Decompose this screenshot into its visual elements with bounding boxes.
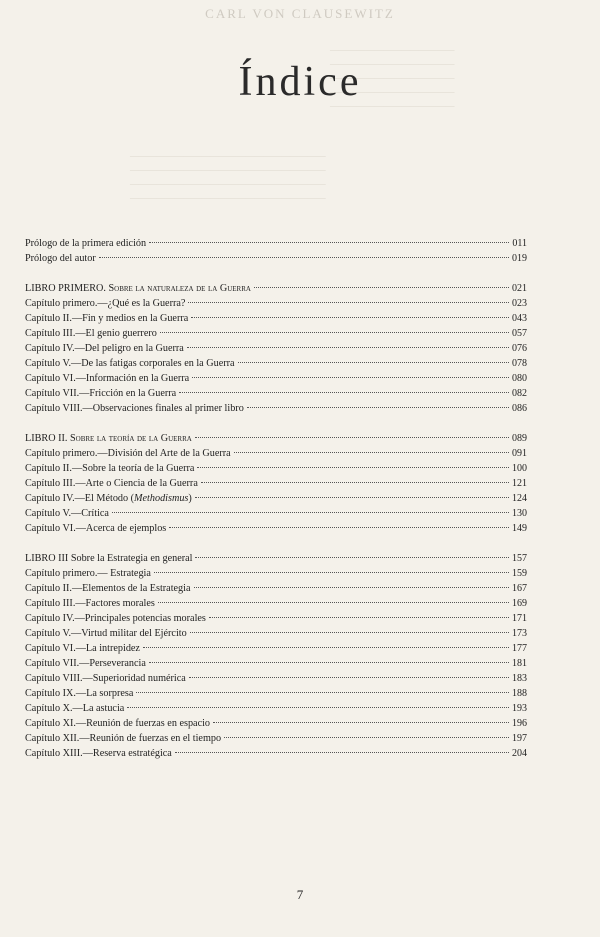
dot-leader <box>192 377 509 378</box>
dot-leader <box>143 647 509 648</box>
dot-leader <box>201 482 509 483</box>
dot-leader <box>195 557 509 558</box>
toc-entry-label: Capítulo III.—El genio guerrero <box>25 328 157 339</box>
dot-leader <box>158 602 509 603</box>
toc-entry-page: 080 <box>512 373 527 384</box>
toc-entry[interactable] <box>25 731 527 746</box>
page-title: Índice <box>238 59 362 105</box>
toc-entry-label: Capítulo X.—La astucia <box>25 703 125 714</box>
toc-entry[interactable] <box>25 446 527 461</box>
toc-entry-page: 091 <box>512 448 527 459</box>
dot-leader <box>247 407 509 408</box>
toc-entry[interactable] <box>25 251 527 266</box>
running-head: CARL VON CLAUSEWITZ <box>205 6 395 21</box>
toc-entry[interactable] <box>25 566 527 581</box>
toc-entry-page: 171 <box>512 613 527 624</box>
toc-entry-page: 082 <box>512 388 527 399</box>
toc-entry-label: Capítulo VI.—La intrepidez <box>25 643 140 654</box>
toc-entry-page: 177 <box>512 643 527 654</box>
toc-entry-page: 011 <box>512 238 527 249</box>
toc-entry-page: 078 <box>512 358 527 369</box>
toc-entry-page: 089 <box>512 433 527 444</box>
spacer <box>25 536 527 551</box>
toc-entry-page: 021 <box>512 283 527 294</box>
toc-entry-page: 086 <box>512 403 527 414</box>
spacer <box>25 266 527 281</box>
toc-entry-page: 130 <box>512 508 527 519</box>
dot-leader <box>254 287 509 288</box>
toc-entry-label: Capítulo VII.—Fricción en la Guerra <box>25 388 177 399</box>
toc-entry[interactable] <box>25 611 527 626</box>
dot-leader <box>189 677 509 678</box>
toc-entry-page: 121 <box>512 478 527 489</box>
toc-entry[interactable] <box>25 746 527 761</box>
dot-leader <box>238 362 509 363</box>
toc-entry-label: Capítulo VII.—Perseverancia <box>25 658 146 669</box>
toc-entry-page: 100 <box>512 463 527 474</box>
dot-leader <box>191 317 509 318</box>
toc-entry-page: 076 <box>512 343 527 354</box>
toc-entry-page: 181 <box>512 658 527 669</box>
toc-book-label: LIBRO II. Sobre la teoría de la Guerra <box>25 433 192 444</box>
toc-book-heading[interactable] <box>25 431 527 446</box>
toc-entry[interactable] <box>25 491 527 506</box>
toc-entry[interactable] <box>25 686 527 701</box>
toc-entry-page: 159 <box>512 568 527 579</box>
toc-entry-label: Capítulo III.—Factores morales <box>25 598 155 609</box>
toc-entry-label: Capítulo VI.—Acerca de ejemplos <box>25 523 167 534</box>
table-of-contents <box>25 236 527 761</box>
toc-entry[interactable] <box>25 311 527 326</box>
toc-book-label: LIBRO PRIMERO. Sobre la naturaleza de la Guerra <box>25 283 251 294</box>
toc-entry-label: Capítulo XI.—Reunión de fuerzas en espacio <box>25 718 211 729</box>
toc-entry[interactable] <box>25 596 527 611</box>
dot-leader <box>175 752 509 753</box>
toc-book-heading[interactable] <box>25 281 527 296</box>
toc-entry-label: Capítulo XII.—Reunión de fuerzas en el tiempo <box>25 733 222 744</box>
toc-entry-page: 173 <box>512 628 527 639</box>
toc-entry[interactable] <box>25 341 527 356</box>
dot-leader <box>112 512 509 513</box>
dot-leader <box>194 587 510 588</box>
dot-leader <box>179 392 509 393</box>
toc-entry-label: Capítulo primero.—División del Arte de la Guerra <box>25 448 231 459</box>
toc-entry-label: Capítulo II.—Sobre la teoría de la Guerra <box>25 463 195 474</box>
dot-leader <box>136 692 509 693</box>
toc-entry[interactable] <box>25 461 527 476</box>
toc-entry-page: 149 <box>512 523 527 534</box>
dot-leader <box>197 467 509 468</box>
show-through-text: —————————————————————— —————————————————————— —————————————————————— —————————————————————— <box>130 151 326 204</box>
dot-leader <box>209 617 509 618</box>
toc-book-label: LIBRO III Sobre la Estrategia en general <box>25 553 193 564</box>
dot-leader <box>169 527 509 528</box>
dot-leader <box>187 347 509 348</box>
dot-leader <box>190 632 509 633</box>
dot-leader <box>160 332 509 333</box>
toc-entry-page: 057 <box>512 328 527 339</box>
toc-entry[interactable] <box>25 671 527 686</box>
toc-entry-label: Capítulo VI.—Información en la Guerra <box>25 373 190 384</box>
toc-entry-page: 196 <box>512 718 527 729</box>
toc-entry-label: Capítulo V.—Crítica <box>25 508 109 519</box>
toc-entry[interactable] <box>25 236 527 251</box>
toc-entry[interactable] <box>25 626 527 641</box>
toc-entry[interactable] <box>25 506 527 521</box>
dot-leader <box>224 737 509 738</box>
dot-leader <box>154 572 509 573</box>
dot-leader <box>195 437 509 438</box>
toc-entry-label: Capítulo II.—Elementos de la Estrategia <box>25 583 191 594</box>
toc-entry-label: Capítulo III.—Arte o Ciencia de la Guerra <box>25 478 198 489</box>
toc-entry[interactable] <box>25 701 527 716</box>
toc-entry-page: 183 <box>512 673 527 684</box>
toc-entry[interactable] <box>25 521 527 536</box>
toc-entry-label: Capítulo II.—Fin y medios en la Guerra <box>25 313 189 324</box>
show-through-text: —————————————— —————————————— —————————————— —————————————— —————————————— <box>330 45 455 112</box>
toc-entry-page: 023 <box>512 298 527 309</box>
dot-leader <box>149 242 509 243</box>
dot-leader <box>234 452 509 453</box>
dot-leader <box>149 662 509 663</box>
toc-entry-page: 193 <box>512 703 527 714</box>
toc-book-heading[interactable] <box>25 551 527 566</box>
toc-entry[interactable] <box>25 656 527 671</box>
page-number: 7 <box>296 887 304 902</box>
dot-leader <box>213 722 509 723</box>
toc-entry-label: Capítulo XIII.—Reserva estratégica <box>25 748 172 759</box>
toc-entry-label: Capítulo V.—Virtud militar del Ejército <box>25 628 187 639</box>
toc-entry[interactable] <box>25 356 527 371</box>
dot-leader <box>195 497 509 498</box>
toc-entry[interactable] <box>25 296 527 311</box>
toc-entry-label: Capítulo V.—De las fatigas corporales en la Guerra <box>25 358 235 369</box>
toc-entry-page: 019 <box>512 253 527 264</box>
toc-entry-label: Capítulo IV.—El Método (Methodismus) <box>25 493 192 504</box>
toc-entry-label: Capítulo primero.—¿Qué es la Guerra? <box>25 298 186 309</box>
toc-entry[interactable] <box>25 476 527 491</box>
toc-entry-page: 157 <box>512 553 527 564</box>
toc-entry[interactable] <box>25 581 527 596</box>
dot-leader <box>188 302 509 303</box>
toc-entry-page: 188 <box>512 688 527 699</box>
toc-entry-label: Capítulo VIII.—Superioridad numérica <box>25 673 186 684</box>
toc-entry-page: 197 <box>512 733 527 744</box>
toc-entry-page: 167 <box>512 583 527 594</box>
toc-entry[interactable] <box>25 716 527 731</box>
toc-entry-label: Capítulo IV.—Principales potencias morales <box>25 613 206 624</box>
toc-entry-label: Prólogo de la primera edición <box>25 238 147 249</box>
toc-entry[interactable] <box>25 386 527 401</box>
toc-entry-page: 124 <box>512 493 527 504</box>
toc-entry-page: 043 <box>512 313 527 324</box>
dot-leader <box>127 707 509 708</box>
toc-entry-page: 204 <box>512 748 527 759</box>
toc-entry[interactable] <box>25 641 527 656</box>
toc-entry[interactable] <box>25 326 527 341</box>
toc-entry[interactable] <box>25 371 527 386</box>
dot-leader <box>99 257 509 258</box>
toc-entry-label: Capítulo IX.—La sorpresa <box>25 688 134 699</box>
toc-entry-label: Capítulo IV.—Del peligro en la Guerra <box>25 343 184 354</box>
toc-entry-page: 169 <box>512 598 527 609</box>
toc-entry-label: Prólogo del autor <box>25 253 96 264</box>
toc-entry[interactable] <box>25 401 527 416</box>
spacer <box>25 416 527 431</box>
toc-entry-label: Capítulo VIII.—Observaciones finales al primer libro <box>25 403 244 414</box>
toc-entry-label: Capítulo primero.— Estrategia <box>25 568 151 579</box>
